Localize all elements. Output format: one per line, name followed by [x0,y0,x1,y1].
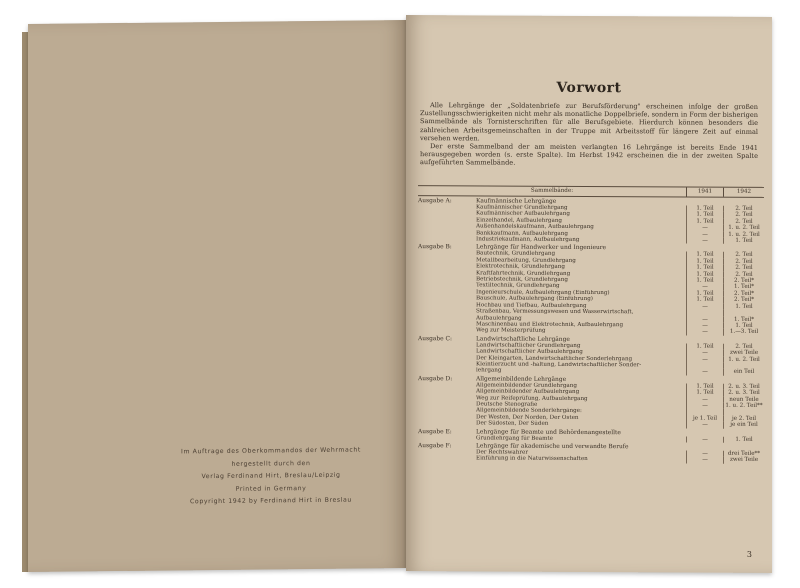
course-name: Straßenbau, Vermessungswesen und Wasserwirtschaft, [476,308,634,316]
course-name: Der Rechtswahrer [476,449,529,456]
cell-1941: — [686,451,724,458]
cell-1941: 1. Teil [686,218,724,225]
page-number: 3 [746,549,752,559]
course-name: Industriekaufmann, Aufbaulehrgang [476,236,580,243]
foreword-paragraph-1: Alle Lehrgänge der „Soldatenbriefe zur Berufsförderung" erscheinen infolge der großen Zustellungsschwierigkeiten nicht mehr als monatliche Doppelbriefe, sondern in Form der bisherigen Sammelbände als Tornisterschriften für alle Berufsgebiete. Hierdurch können besonders die zahlreichen Arbeitsgemeinschaften in der Truppe mit Arbeitsstoff für längere Zeit auf einmal versehen werden. [420,101,758,143]
cell-1941: — [686,369,724,376]
cell-1942: 2. Teil [735,258,753,265]
cell-1941: — [686,422,724,429]
cell-1942: zwei Teile [729,349,759,357]
cell-1941: — [686,316,724,323]
course-name: Außenhandelskaufmann, Aufbaulehrgang [476,223,594,231]
course-name: Metallbearbeitung, Grundlehrgang [476,257,576,264]
cell-1942: 2. u. 3. Teil [728,383,760,390]
course-name: Bautechnik, Grundlehrgang [476,250,556,258]
imprint-line: Copyright 1942 by Ferdinand Hirt in Breslau [190,496,352,506]
section-title: Landwirtschaftliche Lehrgänge [476,336,570,343]
section-label: Ausgabe B: [418,244,452,251]
cell-1941: 1. Teil [686,290,724,297]
page-title: Vorwort [556,79,622,97]
course-name: Landwirtschaftlicher Grundlehrgang [476,342,581,349]
cell-1941: 1. Teil [686,343,724,350]
cell-1942: 1. u. 2. Teil** [725,402,763,409]
cell-1942: 1. Teil [735,322,753,329]
course-name: Einzelhandel, Aufbaulehrgang [476,217,563,224]
cell-1942: 2. u. 3. Teil [728,389,760,397]
course-name: Aufbaulehrgang [476,314,522,322]
course-name: Allgemeinbildende Sonderlehrgänge: [476,407,582,415]
book-spread [8,14,788,582]
course-name: Hochbau und Tiefbau, Aufbaulehrgang [476,302,587,309]
section-title: Lehrgänge für Beamte und Behördenangestellte [476,429,621,436]
course-name: Landwirtschaftlicher Aufbaulehrgang [476,348,583,356]
course-name: Weg zur Reifeprüfung, Aufbaulehrgang [476,394,588,402]
cell-1941: — [686,329,724,336]
table-row [418,236,764,244]
course-name: Der Kleingarten, Landwirtschaftlicher Sonderlehrgang [476,354,633,362]
cell-1941: — [686,238,724,245]
right-page [406,15,772,573]
cell-1942: drei Teile** [727,450,761,457]
section-label: Ausgabe F: [418,443,452,450]
cell-1942: 1. Teil* [733,284,755,291]
course-name: Allgemeinbildender Grundlehrgang [476,382,577,389]
cell-1942: 1. Teil [735,237,753,244]
header-1941: 1941 [687,188,724,197]
course-name: Der Westen, Der Norden, Der Osten [476,414,579,421]
cell-1941: 1. Teil [686,390,724,397]
course-name: Weg zur Meisterprüfung [476,327,546,335]
cell-1941: — [686,284,724,291]
section-label: Ausgabe E: [418,428,452,435]
cell-1941: 1. Teil [686,252,724,259]
cell-1942: 1. u. 2. Teil [728,224,760,232]
course-name: Einführung in die Naturwissenschaften [476,455,588,463]
publisher-imprint [146,444,396,509]
cell-1941: — [686,356,724,363]
cell-1941: — [686,322,724,329]
section-label: Ausgabe D: [418,375,453,383]
cell-1941: 1. Teil [686,206,724,213]
course-name: Bauschule, Aufbaulehrgang (Einführung) [476,295,593,303]
cell-1941: 1. Teil [686,278,724,285]
section-title: Lehrgänge für akademische und verwandte Berufe [476,443,629,451]
cell-1942: ein Teil [733,369,755,376]
cell-1941: — [686,303,724,310]
cell-1942: 2. Teil [735,265,753,272]
imprint-line: Verlag Ferdinand Hirt, Breslau/Leipzig [201,471,341,481]
course-name: Kaufmännischer Grundlehrgang [476,204,568,211]
cell-1941: — [686,396,724,403]
cell-1942: 1. u. 2. Teil [728,356,760,363]
section-title: Allgemeinbildende Lehrgänge [476,376,567,383]
cell-1941: 1. Teil [686,383,724,390]
course-name: Kaufmännischer Aufbaulehrgang [476,210,570,218]
section-title: Kaufmännische Lehrgänge [476,198,557,205]
cell-1942: 2. Teil [735,218,753,225]
cell-1942: 1. Teil* [733,316,755,323]
table-row [418,420,764,428]
cell-1941: — [686,231,724,238]
table-row [418,367,764,375]
header-1942: 1942 [736,188,752,195]
cell-1942: neun Teile [729,396,759,403]
cell-1942: 2. Teil [735,343,753,350]
foreword-text [420,101,758,168]
cell-1942: 2. Teil [735,212,753,219]
course-name: Grundlehrgang für Beamte [476,435,553,442]
cell-1941: 1. Teil [686,297,724,304]
course-name: Ingenieurschule, Aufbaulehrgang (Einführung) [476,289,610,296]
cell-1941: — [686,225,724,232]
cell-1941: — [686,457,724,464]
section-label: Ausgabe A: [418,198,452,205]
cell-1942: 2. Teil* [733,290,755,297]
header-volumes: Sammelbände: [418,186,687,196]
table-body [418,198,764,464]
course-name: Maschinenbau und Elektrotechnik, Aufbaulehrgang [476,321,624,329]
section-label: Ausgabe C: [418,335,452,343]
cell-1941: 1. Teil [686,258,724,265]
imprint-line: Printed in Germany [235,484,307,493]
volumes-table [418,185,764,464]
table-row [418,327,764,335]
cell-1942: 1. Teil [735,436,753,443]
table-row [418,456,764,464]
cell-1942: 1. u. 2. Teil [728,231,760,238]
cell-1941: — [686,436,724,443]
course-name: Bankkaufmann, Aufbaulehrgang [476,230,568,237]
course-name: Textiltechnik, Grundlehrgang [476,282,560,290]
course-name: Betriebstechnik, Grundlehrgang [476,276,568,283]
cell-1942: 2. Teil [735,205,753,212]
cell-1941: je 1. Teil [686,415,724,422]
course-name: Kleintierzucht und -haltung, Landwirtschaftlicher Sonder- [476,361,642,369]
cell-1941: 1. Teil [686,271,724,278]
cell-1942: je ein Teil [730,421,758,429]
course-name: Elektrotechnik, Grundlehrgang [476,263,565,271]
cell-1941: 1. Teil [686,212,724,219]
course-name: Deutsche Stenografie [476,401,538,408]
left-page [28,20,406,572]
imprint-line: hergestellt durch den [231,459,311,468]
cell-1942: 2. Teil [735,271,753,278]
cell-1942: 2. Teil* [733,277,755,284]
cell-1942: je 2. Teil [731,415,757,422]
course-name: Kraftfahrtechnik, Grundlehrgang [476,270,571,277]
course-name: lehrgang [476,367,502,374]
cell-1942: 1. Teil [735,303,753,310]
course-name: Allgemeinbildender Aufbaulehrgang [476,388,580,396]
cell-1942: 2. Teil [735,252,753,259]
table-row [418,435,764,443]
imprint-line: Im Auftrage des Oberkommandos der Wehrmacht [181,446,361,456]
section-title: Lehrgänge für Handwerker und Ingenieure [476,244,607,252]
cell-1942: 1.—3. Teil [729,329,759,336]
course-name: Der Südosten, Der Süden [476,420,549,427]
foreword-paragraph-2: Der erste Sammelband der am meisten verlangten 16 Lehrgänge ist bereits Ende 1941 herausgegeben worden (s. erste Spalte). Im Herbst 1942 erscheinen die in der zweiten Spalte aufgeführten Sammelbände. [420,142,758,168]
cell-1941: — [686,350,724,357]
cell-1941: 1. Teil [686,265,724,272]
cell-1942: zwei Teile [729,457,759,464]
cell-1941: — [686,402,724,409]
table-header [418,185,764,198]
cell-1942: 2. Teil* [733,297,755,304]
